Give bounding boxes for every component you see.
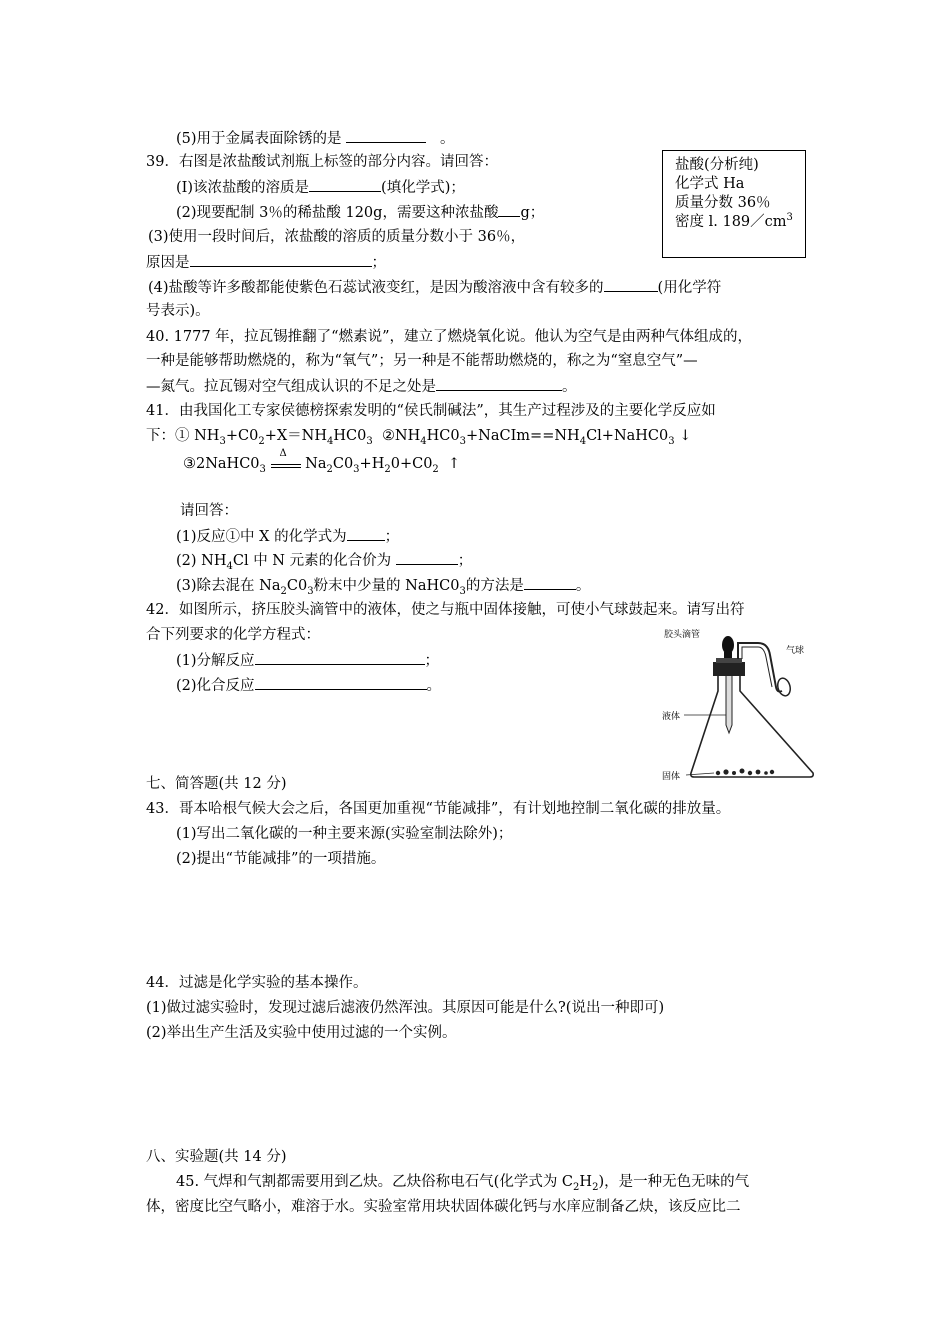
q41-answer2: (2) $NH_4Cl$ 中 N 元素的化合价为 ；: [176, 550, 472, 571]
q41-answer3: (3)除去混在 $Na_2C0_3$粉末中少量的 $NaHC0_3$的方法是 。: [176, 575, 590, 596]
q43-line1: 43．哥本哈根气候大会之后，各国更加重视“节能减排”，有计划地控制二氧化碳的排放量。: [146, 801, 731, 817]
q39-part2: (2)现要配制 3％的稀盐酸 120g，需要这种浓盐酸 g；: [176, 202, 544, 223]
q38-item5: (5)用于金属表面除锈的是 。: [176, 128, 454, 149]
q41-equations-1-2: 下：① $NH_3+C0_2+X=NH_4HC0_3$ $②NH_4HC0_3+NaCIm==NH_4Cl+NaHC0_3$ ↓: [146, 428, 692, 447]
q39-part4-cont: 号表示)。: [146, 303, 210, 319]
q42-line2: 合下列要求的化学方程式：: [146, 627, 320, 643]
q42-line1: 42．如图所示，挤压胶头滴管中的液体，使之与瓶中固体接触，可使小气球鼓起来。请写出符: [146, 602, 745, 618]
section8-title: 八、实验题(共 14 分): [146, 1149, 287, 1165]
q44-answer2: (2)举出生产生活及实验中使用过滤的一个实例。: [146, 1025, 457, 1041]
q44-line1: 44．过滤是化学实验的基本操作。: [146, 975, 368, 991]
label-balloon: 气球: [786, 646, 805, 656]
reagent-label: [662, 150, 806, 258]
q45-line2: 体，密度比空气略小，难溶于水。实验室常用块状固体碳化钙与水庠应制备乙炔，该反应比二: [146, 1199, 741, 1215]
q41-line1: 41．由我国化工专家侯德榜探索发明的“侯氏制碱法”，其生产过程涉及的主要化学反应如: [146, 403, 716, 419]
q39-stem: 39．右图是浓盐酸试剂瓶上标签的部分内容。请回答：: [146, 154, 498, 170]
label-name: 盐酸(分析纯): [675, 157, 759, 173]
flask-apparatus-figure: [658, 625, 818, 787]
label-liquid: 液体: [662, 712, 681, 722]
q40-line2: 一种是能够帮助燃烧的，称为“氧气”；另一种是不能帮助燃烧的，称之为“窒息空气”—: [146, 353, 698, 369]
label-formula: 化学式 Ha: [675, 176, 745, 192]
q43-answer2: (2)提出“节能减排”的一项措施。: [176, 851, 386, 867]
q42-answer2: (2)化合反应 。: [176, 675, 441, 696]
q39-part3: (3)使用一段时间后，浓盐酸的溶质的质量分数小于 36％，: [148, 229, 526, 245]
heating-condition: Δ: [271, 452, 301, 472]
label-solid: 固体: [662, 772, 681, 782]
q40-line1: 40. 1777 年，拉瓦锡推翻了“燃素说”，建立了燃烧氧化说。他认为空气是由两种气体组成的，: [146, 329, 753, 345]
q45-line1: 45. 气焊和气割都需要用到乙炔。乙炔俗称电石气(化学式为 $C_2H_2$)，是一种无色无味的气: [176, 1174, 750, 1193]
q41-ask: 请回答：: [180, 503, 238, 519]
label-dropper: 胶头滴管: [664, 630, 701, 640]
label-mass-fraction: 质量分数 36％: [675, 195, 771, 211]
q42-answer1: (1)分解反应 ；: [176, 650, 439, 671]
q39-part3-reason: 原因是 ；: [146, 252, 386, 273]
q44-answer1: (1)做过滤实验时，发现过滤后滤液仍然浑浊。其原因可能是什么?(说出一种即可): [146, 1000, 665, 1016]
q41-equation-3: $③2NaHC0_3$ Δ $Na_2C0_3+H_20+C0_2$ ↑: [183, 448, 461, 475]
q39-part1: (I)该浓盐酸的溶质是 (填化学式)；: [176, 177, 465, 198]
section7-title: 七、简答题(共 12 分): [146, 776, 287, 792]
q41-answer1: (1)反应①中 X 的化学式为 ；: [176, 526, 399, 547]
q40-line3: —氮气。拉瓦锡对空气组成认识的不足之处是 。: [146, 376, 577, 397]
label-density: 密度 l. $189/cm^3$: [675, 212, 793, 230]
q39-part4: (4)盐酸等许多酸都能使紫色石蕊试液变红，是因为酸溶液中含有较多的 (用化学符: [148, 277, 721, 298]
q43-answer1: (1)写出二氧化碳的一种主要来源(实验室制法除外)；: [176, 826, 513, 842]
